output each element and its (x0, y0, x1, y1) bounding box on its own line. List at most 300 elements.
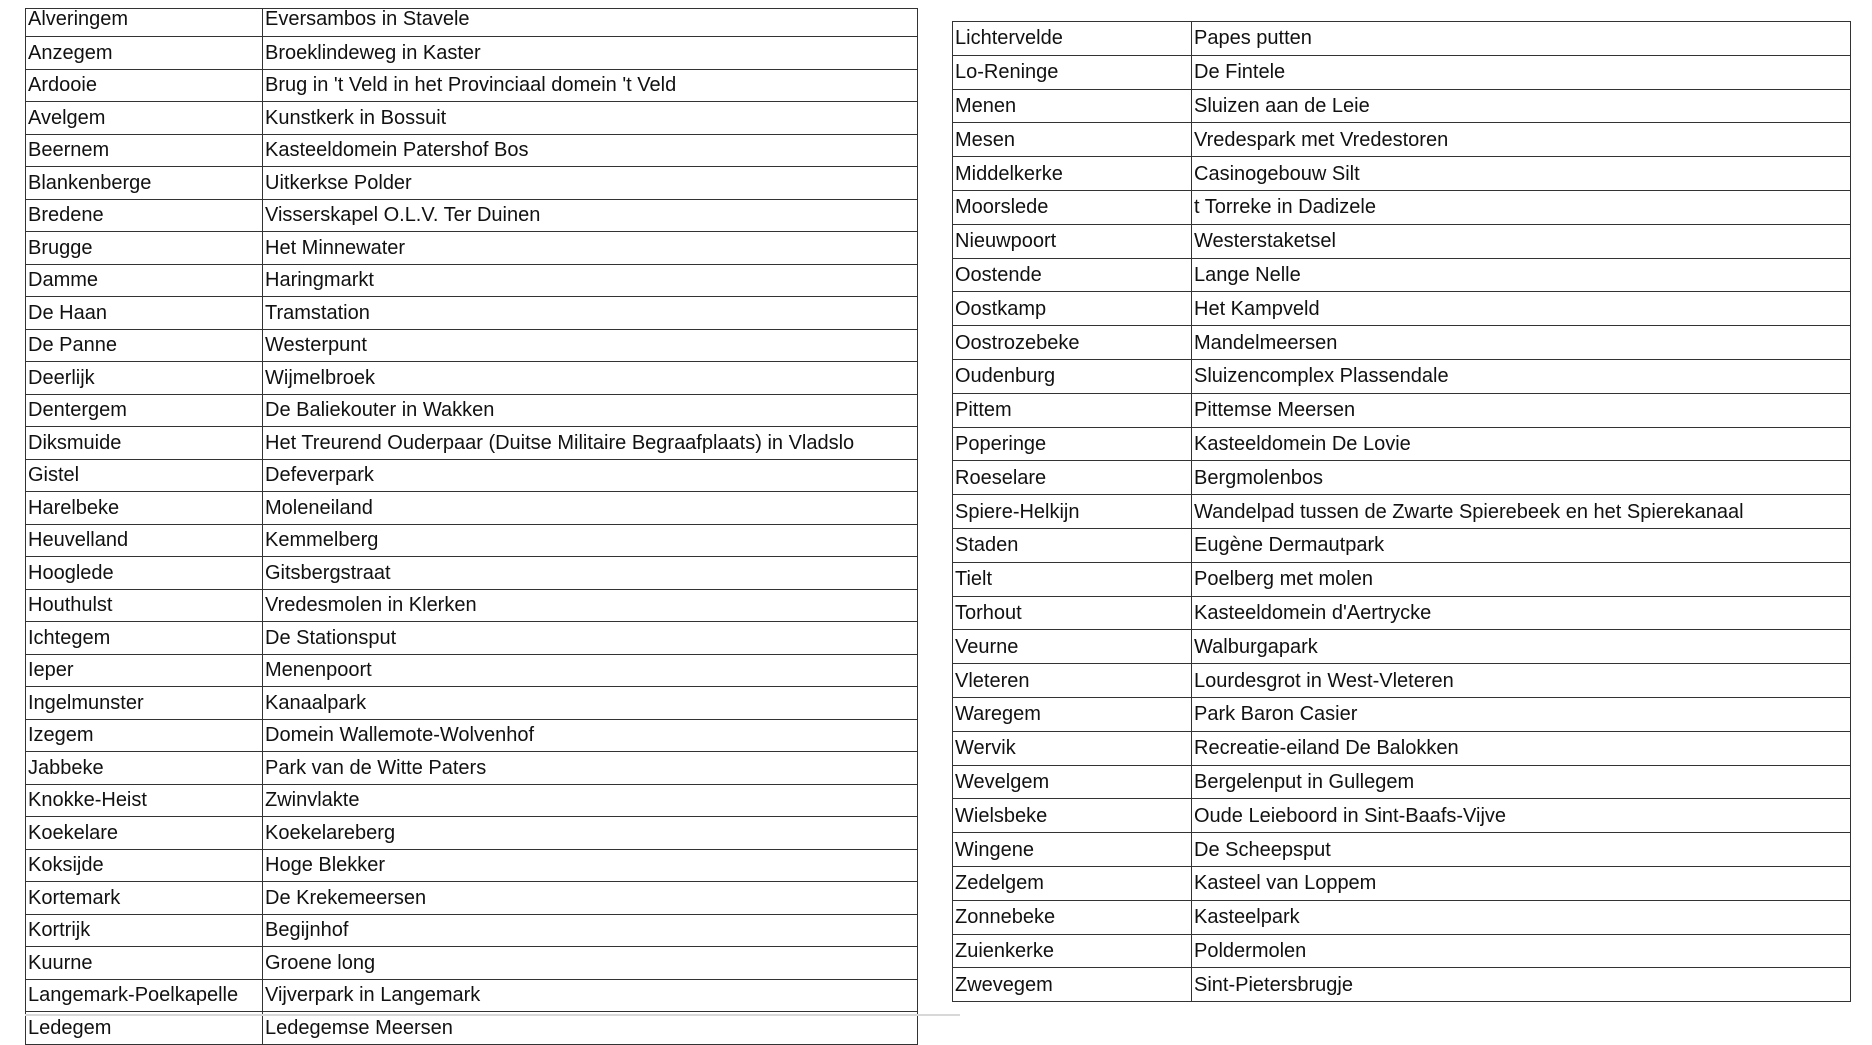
municipality-cell-text: Middelkerke (955, 162, 1063, 185)
location-cell (1192, 326, 1851, 360)
location-cell (263, 687, 918, 720)
municipality-cell (953, 697, 1192, 731)
municipality-cell-text: Gistel (28, 464, 80, 487)
municipality-cell (26, 849, 263, 882)
location-cell-text: Poldermolen (1194, 939, 1307, 962)
location-cell (1192, 22, 1851, 56)
location-cell-text: Kasteeldomein Patershof Bos (265, 139, 529, 162)
municipality-cell-text: Oostrozebeke (955, 331, 1080, 354)
municipality-cell-text: Brugge (28, 236, 93, 259)
municipality-cell-text: Ichtegem (28, 626, 111, 649)
location-cell-text: Walburgapark (1194, 635, 1318, 658)
municipality-cell-text: Bredene (28, 204, 104, 227)
table-row (26, 459, 918, 492)
municipality-cell (26, 589, 263, 622)
municipality-cell-text: Moorslede (955, 196, 1049, 219)
municipality-cell (26, 882, 263, 915)
location-cell-text: Sint-Pietersbrugje (1194, 973, 1353, 996)
table-row (26, 427, 918, 460)
municipality-cell-text: Spiere-Helkijn (955, 500, 1080, 523)
municipality-cell (953, 934, 1192, 968)
municipality-cell-text: Poperinge (955, 432, 1047, 455)
location-cell (1192, 765, 1851, 799)
location-cell-text: Visserskapel O.L.V. Ter Duinen (265, 204, 541, 227)
municipality-cell (953, 326, 1192, 360)
municipality-cell (26, 167, 263, 200)
location-cell (1192, 495, 1851, 529)
location-cell (263, 199, 918, 232)
municipality-cell (953, 427, 1192, 461)
municipality-cell (953, 123, 1192, 157)
location-cell (263, 557, 918, 590)
municipality-cell (26, 362, 263, 395)
location-cell (1192, 731, 1851, 765)
municipality-cell (26, 37, 263, 70)
location-cell (263, 297, 918, 330)
municipality-cell (26, 9, 263, 37)
location-cell (1192, 934, 1851, 968)
municipality-cell-text: Diksmuide (28, 431, 122, 454)
municipality-cell (26, 752, 263, 785)
municipality-cell (953, 359, 1192, 393)
municipality-cell (953, 562, 1192, 596)
location-cell (263, 914, 918, 947)
municipality-cell (953, 224, 1192, 258)
table-row (953, 190, 1851, 224)
table-row (953, 697, 1851, 731)
location-cell (1192, 562, 1851, 596)
municipality-cell (26, 427, 263, 460)
municipality-cell-text: Hooglede (28, 561, 114, 584)
location-cell (263, 979, 918, 1012)
municipality-cell (26, 1012, 263, 1045)
municipality-cell (953, 731, 1192, 765)
location-cell-text: Casinogebouw Silt (1194, 162, 1360, 185)
table-row (26, 882, 918, 915)
table-row (953, 89, 1851, 123)
municipality-cell-text: Zwevegem (955, 973, 1053, 996)
location-cell (1192, 630, 1851, 664)
municipality-cell-text: Zonnebeke (955, 906, 1056, 929)
table-row (26, 557, 918, 590)
location-cell (1192, 55, 1851, 89)
municipality-cell (26, 979, 263, 1012)
location-cell (263, 589, 918, 622)
location-cell-text: Recreatie-eiland De Balokken (1194, 737, 1459, 760)
municipality-cell (953, 664, 1192, 698)
municipality-cell (26, 622, 263, 655)
location-cell-text: Westerstaketsel (1194, 230, 1336, 253)
location-cell (1192, 697, 1851, 731)
location-cell (1192, 799, 1851, 833)
municipality-cell-text: Lichtervelde (955, 27, 1063, 50)
table-row (26, 37, 918, 70)
table-row (953, 731, 1851, 765)
location-cell-text: Vredespark met Vredestoren (1194, 128, 1449, 151)
municipality-cell-text: Roeselare (955, 466, 1047, 489)
municipality-cell-text: Staden (955, 534, 1019, 557)
location-cell (263, 329, 918, 362)
location-cell (263, 232, 918, 265)
municipality-cell-text: Izegem (28, 724, 94, 747)
municipality-cell (26, 134, 263, 167)
municipality-cell (953, 799, 1192, 833)
table-row (26, 849, 918, 882)
location-cell-text: Lourdesgrot in West-Vleteren (1194, 669, 1454, 692)
location-cell-text: Moleneiland (265, 496, 373, 519)
table-row (953, 630, 1851, 664)
location-cell-text: Ledegemse Meersen (265, 1016, 453, 1039)
location-cell (263, 882, 918, 915)
location-cell-text: Brug in 't Veld in het Provinciaal domein 't Veld (265, 74, 677, 97)
municipality-cell-text: Wingene (955, 838, 1034, 861)
municipality-cell (26, 232, 263, 265)
location-cell-text: Het Kampveld (1194, 297, 1320, 320)
location-cell (1192, 292, 1851, 326)
location-cell (1192, 157, 1851, 191)
table-row (953, 934, 1851, 968)
municipality-cell (953, 900, 1192, 934)
location-cell-text: Tramstation (265, 301, 370, 324)
location-cell-text: Kasteel van Loppem (1194, 872, 1377, 895)
location-cell (1192, 258, 1851, 292)
table-row (26, 232, 918, 265)
page-cut-edge (25, 1014, 960, 1016)
municipality-cell (26, 817, 263, 850)
location-cell-text: Menenpoort (265, 659, 372, 682)
table-row (26, 589, 918, 622)
location-cell-text: Kasteeldomein d'Aertrycke (1194, 601, 1432, 624)
municipality-cell-text: Oudenburg (955, 365, 1056, 388)
table-row (26, 1012, 918, 1045)
location-cell (263, 37, 918, 70)
table-row (953, 123, 1851, 157)
municipality-cell-text: Beernem (28, 139, 110, 162)
location-cell-text: Wijmelbroek (265, 366, 376, 389)
table-row (953, 562, 1851, 596)
table-row (953, 528, 1851, 562)
municipality-cell-text: Wervik (955, 737, 1016, 760)
table-row (26, 9, 918, 37)
location-cell-text: Uitkerkse Polder (265, 171, 412, 194)
location-cell-text: Park van de Witte Paters (265, 756, 487, 779)
municipality-cell (26, 492, 263, 525)
location-cell-text: Het Treurend Ouderpaar (Duitse Militaire Begraafplaats) in Vladslo (265, 431, 855, 454)
table-row (26, 69, 918, 102)
table-row (953, 326, 1851, 360)
table-row (953, 968, 1851, 1002)
table-row (953, 596, 1851, 630)
table-row (26, 947, 918, 980)
location-cell-text: Broeklindeweg in Kaster (265, 41, 481, 64)
location-cell-text: Bergelenput in Gullegem (1194, 770, 1415, 793)
municipality-cell (26, 297, 263, 330)
location-cell (1192, 89, 1851, 123)
location-cell (263, 719, 918, 752)
table-row (26, 524, 918, 557)
table-row (26, 264, 918, 297)
municipality-cell (26, 102, 263, 135)
municipality-cell (26, 524, 263, 557)
location-cell-text: Bergmolenbos (1194, 466, 1323, 489)
table-row (953, 427, 1851, 461)
municipality-cell-text: Damme (28, 269, 99, 292)
location-cell-text: De Stationsput (265, 626, 397, 649)
municipality-cell (953, 495, 1192, 529)
location-cell-text: Groene long (265, 951, 376, 974)
municipality-cell-text: Vleteren (955, 669, 1030, 692)
municipality-cell (26, 69, 263, 102)
municipality-cell-text: De Panne (28, 334, 117, 357)
table-row (953, 258, 1851, 292)
municipality-cell-text: Wevelgem (955, 770, 1050, 793)
location-cell (1192, 833, 1851, 867)
municipality-cell (953, 258, 1192, 292)
municipality-cell (953, 292, 1192, 326)
municipality-cell-text: Alveringem (28, 8, 129, 30)
table-row (26, 719, 918, 752)
location-cell-text: De Krekemeersen (265, 886, 427, 909)
municipality-cell-text: Zuienkerke (955, 939, 1054, 962)
location-cell-text: Vijverpark in Langemark (265, 984, 481, 1007)
municipality-cell-text: Lo-Reninge (955, 61, 1059, 84)
municipality-cell-text: Zedelgem (955, 872, 1044, 895)
table-row (953, 157, 1851, 191)
location-cell (263, 362, 918, 395)
location-cell-text: Hoge Blekker (265, 854, 386, 877)
municipality-cell (26, 654, 263, 687)
location-cell-text: Wandelpad tussen de Zwarte Spierebeek en het Spierekanaal (1194, 500, 1744, 523)
location-cell (263, 9, 918, 37)
table-row (26, 914, 918, 947)
location-cell-text: Kasteeldomein De Lovie (1194, 432, 1411, 455)
location-cell-text: Haringmarkt (265, 269, 374, 292)
municipality-cell-text: Tielt (955, 568, 993, 591)
location-cell (1192, 900, 1851, 934)
location-cell (263, 167, 918, 200)
location-cell (263, 69, 918, 102)
location-cell-text: Park Baron Casier (1194, 703, 1358, 726)
municipality-cell-text: Knokke-Heist (28, 789, 147, 812)
municipality-cell (953, 461, 1192, 495)
location-cell-text: Eversambos in Stavele (265, 8, 470, 30)
municipality-cell (26, 459, 263, 492)
municipality-cell (26, 914, 263, 947)
table-row (26, 817, 918, 850)
left-table-body (26, 9, 918, 1045)
location-cell (1192, 427, 1851, 461)
location-cell-text: Sluizencomplex Plassendale (1194, 365, 1449, 388)
table-row (953, 495, 1851, 529)
table-row (26, 687, 918, 720)
table-row (26, 654, 918, 687)
location-cell-text: Zwinvlakte (265, 789, 360, 812)
municipality-cell-text: De Haan (28, 301, 107, 324)
location-cell (263, 784, 918, 817)
municipality-cell-text: Mesen (955, 128, 1016, 151)
location-cell (263, 394, 918, 427)
municipality-cell-text: Oostkamp (955, 297, 1047, 320)
location-cell (1192, 359, 1851, 393)
municipality-cell (953, 528, 1192, 562)
table-row (26, 329, 918, 362)
municipality-cell (26, 394, 263, 427)
table-row (26, 622, 918, 655)
location-cell-text: Eugène Dermautpark (1194, 534, 1385, 557)
municipality-cell-text: Heuvelland (28, 529, 129, 552)
municipality-cell (26, 329, 263, 362)
municipality-cell-text: Jabbeke (28, 756, 104, 779)
table-row (26, 979, 918, 1012)
municipality-cell-text: Harelbeke (28, 496, 120, 519)
location-cell-text: Poelberg met molen (1194, 568, 1373, 591)
table-row (26, 102, 918, 135)
location-cell-text: Lange Nelle (1194, 263, 1301, 286)
table-row (953, 900, 1851, 934)
location-cell (263, 1012, 918, 1045)
municipality-cell (953, 22, 1192, 56)
location-cell (263, 264, 918, 297)
table-row (26, 362, 918, 395)
table-row (953, 393, 1851, 427)
left-table (25, 8, 918, 1045)
location-cell-text: t Torreke in Dadizele (1194, 196, 1376, 219)
municipality-cell-text: Ieper (28, 659, 74, 682)
municipality-cell-text: Ingelmunster (28, 691, 144, 714)
municipality-cell-text: Koekelare (28, 821, 119, 844)
location-cell-text: Kasteelpark (1194, 906, 1300, 929)
municipality-cell-text: Langemark-Poelkapelle (28, 984, 239, 1007)
table-row (953, 765, 1851, 799)
municipality-cell-text: Anzegem (28, 41, 113, 64)
municipality-cell-text: Deerlijk (28, 366, 95, 389)
municipality-cell (953, 968, 1192, 1002)
municipality-cell (953, 393, 1192, 427)
municipality-cell-text: Nieuwpoort (955, 230, 1057, 253)
table-row (953, 55, 1851, 89)
municipality-cell-text: Torhout (955, 601, 1022, 624)
location-cell-text: Het Minnewater (265, 236, 406, 259)
municipality-cell-text: Kortrijk (28, 919, 91, 942)
table-row (26, 784, 918, 817)
municipality-cell-text: Kortemark (28, 886, 121, 909)
location-cell (1192, 664, 1851, 698)
location-cell (1192, 866, 1851, 900)
table-row (26, 752, 918, 785)
municipality-cell (26, 557, 263, 590)
location-cell (263, 654, 918, 687)
table-row (953, 664, 1851, 698)
location-cell-text: De Scheepsput (1194, 838, 1331, 861)
location-cell (1192, 461, 1851, 495)
municipality-cell (953, 596, 1192, 630)
municipality-cell (26, 784, 263, 817)
location-cell (263, 849, 918, 882)
location-cell-text: Kanaalpark (265, 691, 367, 714)
table-row (953, 22, 1851, 56)
location-cell (1192, 190, 1851, 224)
municipality-cell-text: Oostende (955, 263, 1042, 286)
location-cell (263, 459, 918, 492)
table-row (26, 199, 918, 232)
location-cell-text: Begijnhof (265, 919, 349, 942)
table-row (953, 292, 1851, 326)
location-cell-text: Pittemse Meersen (1194, 399, 1356, 422)
location-cell (263, 947, 918, 980)
table-row (26, 492, 918, 525)
municipality-cell (953, 833, 1192, 867)
municipality-cell (26, 719, 263, 752)
location-cell (1192, 393, 1851, 427)
municipality-cell-text: Blankenberge (28, 171, 152, 194)
right-table (952, 21, 1851, 1002)
municipality-cell (953, 190, 1192, 224)
location-cell (1192, 528, 1851, 562)
location-cell-text: De Fintele (1194, 61, 1286, 84)
location-cell (1192, 596, 1851, 630)
table-row (953, 224, 1851, 258)
municipality-cell (953, 866, 1192, 900)
location-cell-text: Vredesmolen in Klerken (265, 594, 477, 617)
location-cell-text: Kunstkerk in Bossuit (265, 106, 447, 129)
municipality-cell (26, 199, 263, 232)
municipality-cell (953, 89, 1192, 123)
location-cell (263, 524, 918, 557)
municipality-cell (953, 630, 1192, 664)
municipality-cell-text: Ledegem (28, 1016, 112, 1039)
municipality-cell-text: Houthulst (28, 594, 113, 617)
table-row (953, 461, 1851, 495)
location-cell (263, 134, 918, 167)
location-cell (263, 817, 918, 850)
location-cell-text: Defeverpark (265, 464, 374, 487)
municipality-cell-text: Pittem (955, 399, 1012, 422)
table-row (26, 394, 918, 427)
location-cell (263, 492, 918, 525)
municipality-cell-text: Ardooie (28, 74, 97, 97)
location-cell-text: De Baliekouter in Wakken (265, 399, 495, 422)
municipality-cell-text: Dentergem (28, 399, 127, 422)
location-cell (1192, 123, 1851, 157)
municipality-cell-text: Wielsbeke (955, 804, 1048, 827)
table-row (953, 799, 1851, 833)
location-cell (263, 752, 918, 785)
location-cell-text: Domein Wallemote-Wolvenhof (265, 724, 534, 747)
location-cell (263, 102, 918, 135)
location-cell-text: Papes putten (1194, 27, 1312, 50)
location-cell-text: Westerpunt (265, 334, 367, 357)
municipality-cell-text: Avelgem (28, 106, 106, 129)
municipality-cell (953, 765, 1192, 799)
location-cell-text: Kemmelberg (265, 529, 379, 552)
table-row (953, 866, 1851, 900)
municipality-cell-text: Menen (955, 94, 1017, 117)
right-table-body (953, 22, 1851, 1002)
location-cell-text: Sluizen aan de Leie (1194, 94, 1370, 117)
municipality-cell (26, 264, 263, 297)
location-cell-text: Gitsbergstraat (265, 561, 391, 584)
municipality-cell-text: Kuurne (28, 951, 93, 974)
municipality-cell-text: Veurne (955, 635, 1019, 658)
municipality-cell (26, 947, 263, 980)
municipality-cell (953, 55, 1192, 89)
location-cell-text: Koekelareberg (265, 821, 396, 844)
table-row (26, 297, 918, 330)
municipality-cell-text: Waregem (955, 703, 1041, 726)
municipality-cell-text: Koksijde (28, 854, 104, 877)
table-row (953, 833, 1851, 867)
location-cell (1192, 224, 1851, 258)
